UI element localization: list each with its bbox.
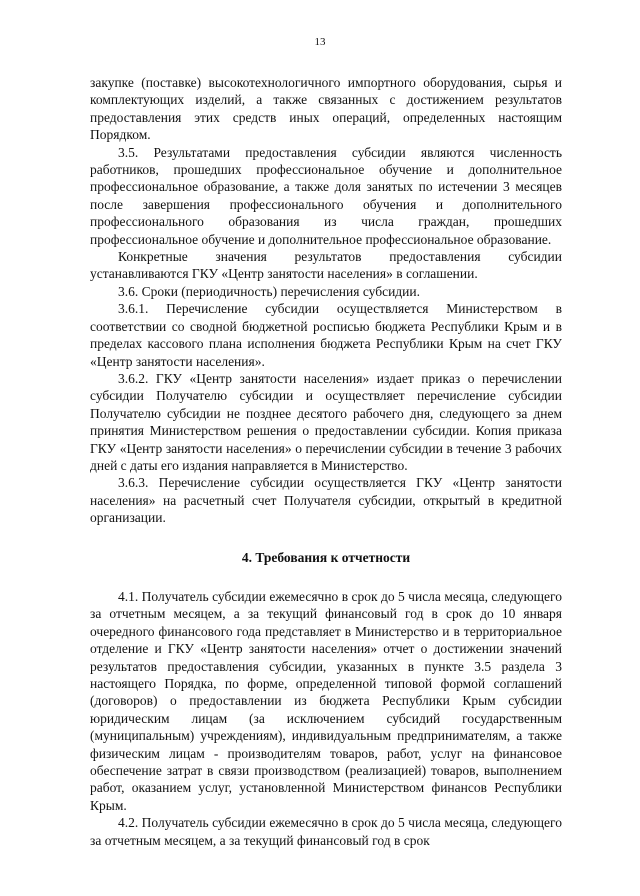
paragraph-3-5: 3.5. Результатами предоставления субсидии являются численность работников, прошедших профессиональное обучение и дополнительное профессиональное образование, а также доля занятых по истечении 3 месяцев после завершения профессионального обучения и дополнительного профессионального образования из числа граждан, прошедших профессиональное обучение и дополнительное профессиональное образование. [90,144,562,247]
paragraph-3-6-1: 3.6.1. Перечисление субсидии осуществляется Министерством в соответствии со сводной бюджетной росписью бюджета Республики Крым и в пределах кассового плана исполнения бюджета Республики Крым на счет ГКУ «Центр занятости населения». [90,301,562,369]
paragraph-4-1: 4.1. Получатель субсидии ежемесячно в срок до 5 числа месяца, следующего за отчетным месяцем, а за текущий финансовый год в срок до 10 января очередного финансового года представляет в Министерство и в территориальное отделение и ГКУ «Центр занятости населения» отчет о достижении значений результатов предоставления субсидии, указанных в пункте 3.5 раздела 3 настоящего Порядка, по форме, определенной типовой формой соглашений (договоров) о предоставлении из бюджета Республики Крым субсидии юридическим лицам (за исключением субсидий государственным (муниципальным) учреждениям), индивидуальным предпринимателям, а также физическим лицам - производителям товаров, работ, услуг на финансовое обеспечение затрат в связи производством (реализацией) товаров, выполнением работ, оказанием услуг, установленной Министерством финансов Республики Крым. [90,588,562,813]
paragraph-3-6-2: 3.6.2. ГКУ «Центр занятости населения» издает приказ о перечислении субсидии Получателю субсидии и осуществляет перечисление субсидии Получателю субсидии не позднее десятого рабочего дня, следующего за днем принятия Министерством решения о предоставлении субсидии. Копия приказа ГКУ «Центр занятости населения» о перечислении субсидии в течение 3 рабочих дней с даты его издания направляется в Министерство. [90,370,562,473]
paragraph-3-6-3: 3.6.3. Перечисление субсидии осуществляется ГКУ «Центр занятости населения» на расчетный счет Получателя субсидии, открытый в кредитной организации. [90,475,562,526]
paragraph-4-2: 4.2. Получатель субсидии ежемесячно в срок до 5 числа месяца, следующего за отчетным месяцем, а за текущий финансовый год в срок [90,815,562,848]
document-body [90,74,562,849]
paragraph-continuation: закупке (поставке) высокотехнологичного импортного оборудования, сырья и комплектующих изделий, а также связанных с достижением результатов предоставления этих средств иных операций, определенных настоящим Порядком. [90,75,562,143]
paragraph-3-6: 3.6. Сроки (периодичность) перечисления субсидии. [118,283,421,299]
paragraph-result-values: Конкретные значения результатов предоставления субсидии устанавливаются ГКУ «Центр занятости населения» в соглашении. [90,249,562,282]
page-number: 13 [314,36,326,48]
section-heading: 4. Требования к отчетности [241,549,411,565]
